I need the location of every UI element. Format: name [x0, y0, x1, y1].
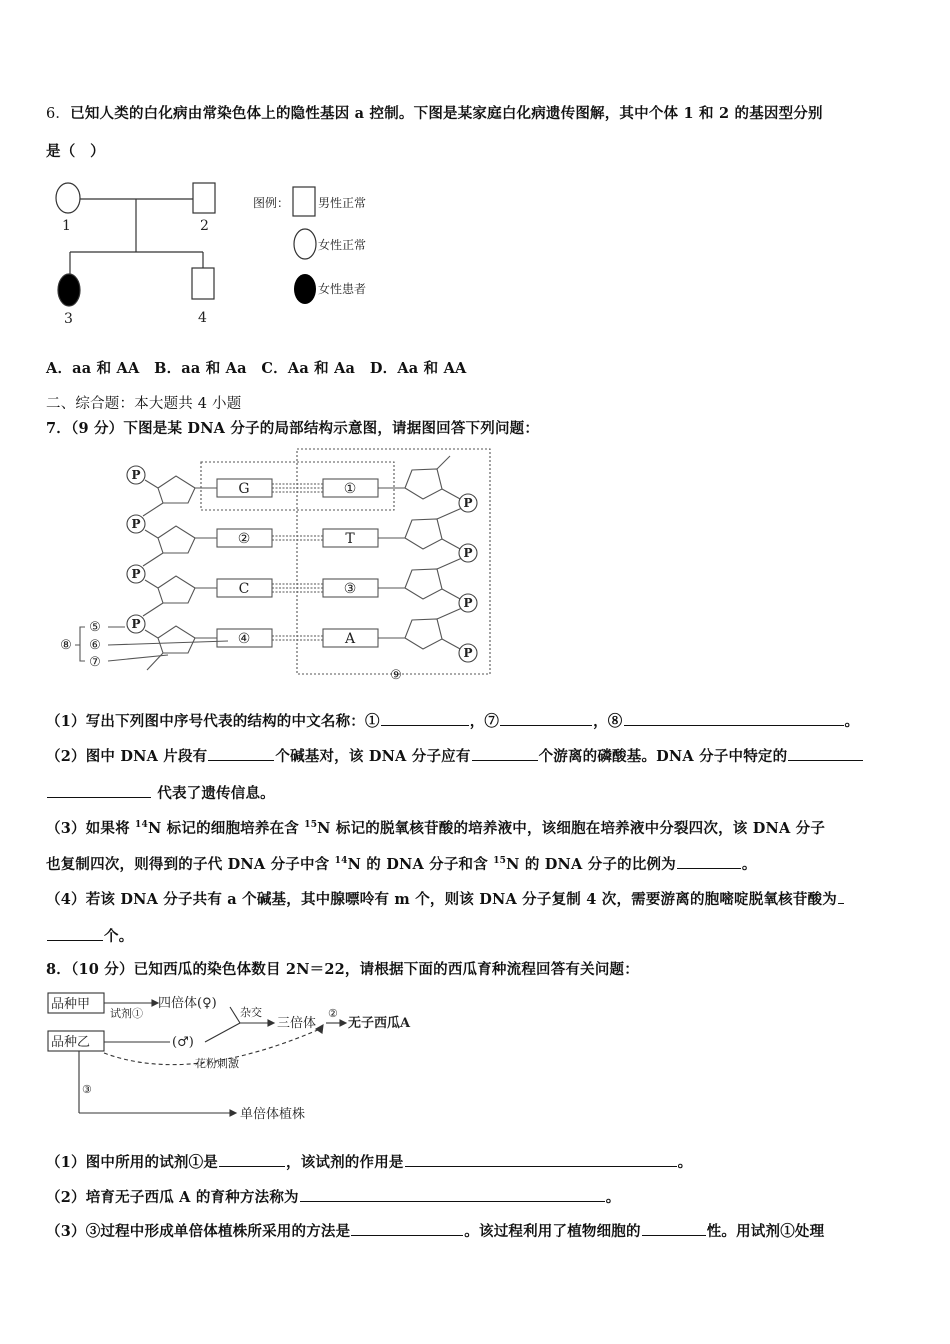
- legend-female-affected: 女性患者: [318, 282, 367, 296]
- individual-1-circle: [56, 183, 80, 213]
- q7-sub4: （4）若该 DNA 分子共有 a 个碱基，其中腺嘌呤有 m 个，则该 DNA 分子复制 4 次，需要游离的胞嘧啶脱氧核苷酸为: [46, 888, 845, 909]
- label-6: ⑥: [89, 638, 101, 653]
- triploid-label: 三倍体: [277, 1016, 317, 1031]
- q7-sub3-line2: 也复制四次，则得到的子代 DNA 分子中含 $^{14}$N 的 DNA 分子和含 $^{15}$N 的 DNA 分子的比例为 。: [46, 856, 757, 873]
- label-9: ⑨: [390, 668, 402, 683]
- step-2-label: ②: [328, 1007, 338, 1020]
- base-4: ④: [237, 631, 251, 647]
- variety-b-box: 品种乙: [51, 1035, 91, 1050]
- label-5: ⑤: [89, 620, 101, 635]
- svg-text:P: P: [131, 567, 141, 581]
- q6-stem-line1: [46, 102, 823, 123]
- legend-female-normal: 女性正常: [318, 238, 367, 252]
- answer-blank-breeding-method[interactable]: [300, 1187, 605, 1202]
- answer-blank-cytosine-cont[interactable]: [47, 926, 103, 941]
- answer-blank-genetic-info-cont[interactable]: [47, 783, 151, 798]
- answer-blank-phosphate[interactable]: [472, 746, 538, 761]
- q8-sub2: （2）培育无子西瓜 A 的育种方法称为 。: [46, 1189, 621, 1206]
- answer-blank-ratio[interactable]: [677, 854, 741, 869]
- legend-title: 图例：: [253, 196, 290, 210]
- svg-text:P: P: [131, 517, 141, 531]
- q8-header: 8．（10 分）已知西瓜的染色体数目 2N＝22，请根据下面的西瓜育种流程回答有关问题：: [46, 961, 639, 978]
- answer-blank-1[interactable]: [381, 711, 469, 726]
- svg-text:P: P: [463, 596, 473, 610]
- cross-label: 杂交: [240, 1006, 262, 1019]
- male-label: (♂): [172, 1035, 194, 1050]
- q7-sub1: （1）写出下列图中序号代表的结构的中文名称：① ，⑦ ，⑧ 。: [46, 713, 860, 730]
- dna-structure-diagram: [50, 440, 500, 690]
- q7-sub4-line2: 个。: [46, 925, 133, 946]
- label-8: ⑧: [60, 638, 72, 653]
- q7-header: 7．（9 分）下图是某 DNA 分子的局部结构示意图，请据图回答下列问题：: [46, 420, 540, 437]
- q7-sub3: （3）如果将 $^{14}$N 标记的细胞培养在含 $^{15}$N 标记的脱氧核苷酸的培养液中，该细胞在培养液中分裂四次，该 DNA 分子: [46, 820, 826, 837]
- q7-sub2: （2）图中 DNA 片段有 个碱基对，该 DNA 分子应有 个游离的磷酸基。DNA 分子中特定的: [46, 745, 864, 766]
- individual-3-label: 3: [64, 311, 73, 327]
- q8-sub1: （1）图中所用的试剂①是 ，该试剂的作用是 。: [46, 1154, 693, 1171]
- haploid-plant-label: 单倍体植株: [240, 1107, 306, 1122]
- svg-text:P: P: [463, 546, 473, 560]
- reagent-label: 试剂①: [110, 1007, 143, 1020]
- pollen-stimulus-label: 花粉刺激: [195, 1057, 239, 1070]
- q6-stem-text: 已知人类的白化病由常染色体上的隐性基因 a 控制。下图是某家庭白化病遗传图解，其中个体 1 和 2 的基因型分别: [70, 105, 823, 122]
- individual-4-label: 4: [198, 310, 207, 326]
- variety-a-box: 品种甲: [51, 997, 91, 1012]
- section-2-heading: 二、综合题：本大题共 4 小题: [46, 396, 242, 412]
- base-1: ①: [343, 481, 357, 497]
- legend-male-normal: 男性正常: [318, 196, 367, 210]
- answer-blank-7[interactable]: [500, 711, 592, 726]
- pedigree-diagram: [40, 170, 380, 335]
- answer-blank-cytosine[interactable]: [838, 889, 844, 904]
- answer-blank-reagent-function[interactable]: [405, 1152, 677, 1167]
- seedless-watermelon-label: 无子西瓜A: [348, 1016, 411, 1031]
- svg-text:P: P: [463, 496, 473, 510]
- q6-stem-line2: 是（ ）: [46, 143, 105, 160]
- svg-text:P: P: [131, 468, 141, 482]
- answer-blank-haploid-method[interactable]: [351, 1221, 463, 1236]
- base-2: ②: [237, 531, 251, 547]
- individual-3-filled-circle: [58, 274, 80, 306]
- answer-blank-genetic-info[interactable]: [788, 746, 863, 761]
- legend-filled-circle-icon: [294, 274, 316, 304]
- answer-blank-8[interactable]: [624, 711, 844, 726]
- svg-text:P: P: [463, 646, 473, 660]
- base-A: A: [344, 631, 356, 647]
- base-T: T: [345, 531, 355, 547]
- svg-text:P: P: [131, 617, 141, 631]
- base-3: ③: [343, 581, 357, 597]
- legend-circle-icon: [294, 229, 316, 259]
- watermelon-breeding-flowchart: [40, 985, 440, 1130]
- answer-blank-totipotency[interactable]: [642, 1221, 706, 1236]
- label-7: ⑦: [89, 655, 101, 670]
- answer-blank-base-pairs[interactable]: [208, 746, 274, 761]
- answer-blank-reagent[interactable]: [219, 1152, 285, 1167]
- q7-sub2-line2: 代表了遗传信息。: [46, 782, 275, 803]
- q6-options: A．aa 和 AA B．aa 和 Aa C．Aa 和 Aa D．Aa 和 AA: [46, 360, 467, 377]
- individual-2-square: [193, 183, 215, 213]
- q6-number: 6．: [46, 106, 71, 122]
- tetraploid-label: 四倍体(♀): [158, 996, 217, 1011]
- step-3-label: ③: [82, 1083, 92, 1096]
- individual-1-label: 1: [62, 218, 71, 234]
- base-C: C: [238, 581, 250, 597]
- q8-sub3: （3）③过程中形成单倍体植株所采用的方法是 。该过程利用了植物细胞的 性。用试剂①处理: [46, 1223, 825, 1240]
- base-G: G: [238, 481, 250, 497]
- individual-4-square: [192, 268, 214, 299]
- legend-square-icon: [293, 187, 315, 216]
- individual-2-label: 2: [200, 218, 209, 234]
